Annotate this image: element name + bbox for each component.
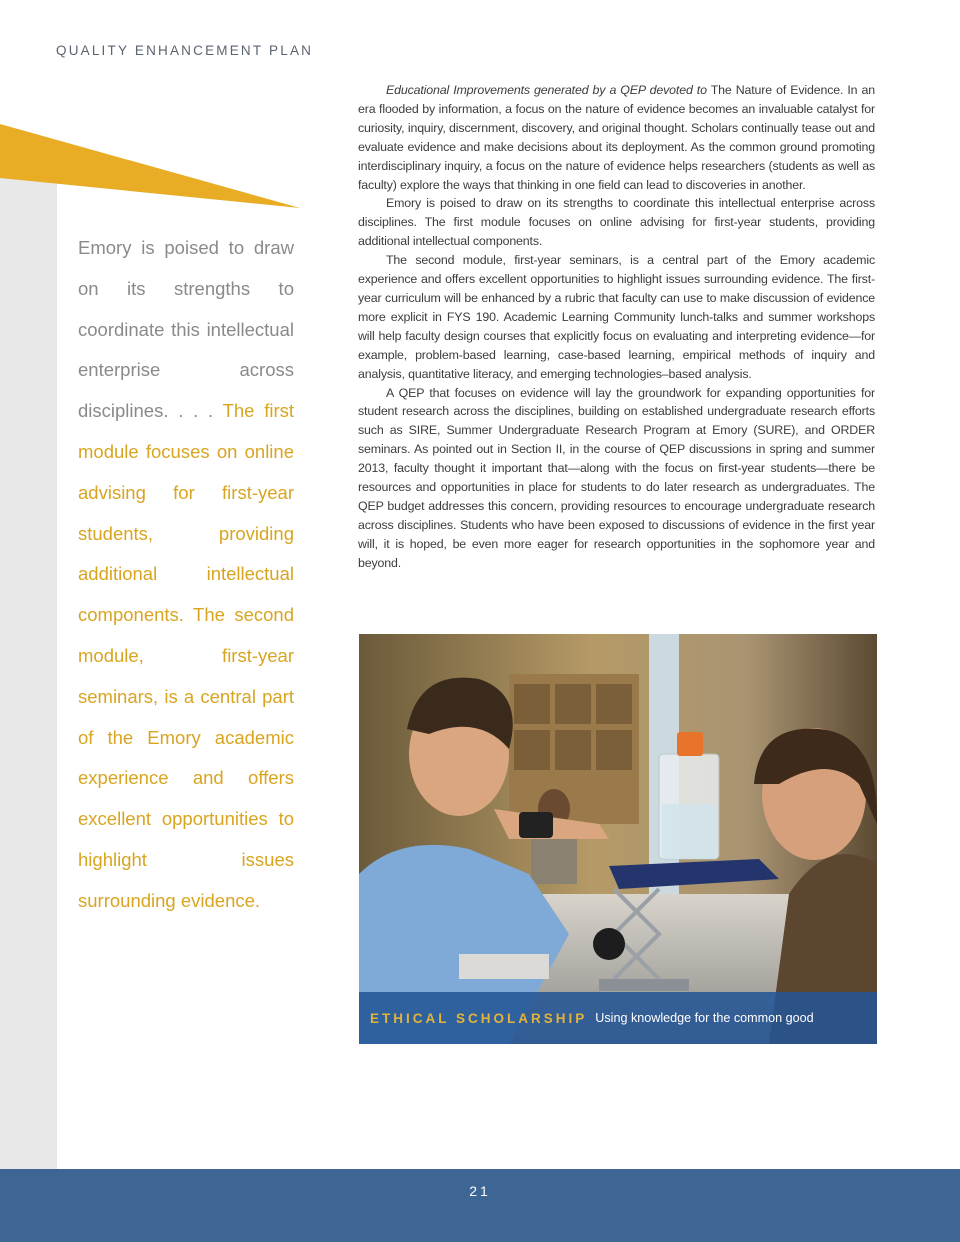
paragraph-1-italic: Educational Improvements generated by a QEP devoted to (386, 83, 707, 97)
lab-photo (359, 634, 877, 1044)
pull-quote-gold: The first module focuses on online advising for first-year students, providing additional intellectual components. The second module, first-year seminars, is a central part of the Emory academic experience and offers excellent opportunities to highlight issues surrounding evidence. (78, 400, 295, 911)
left-gray-panel (0, 175, 57, 1170)
caption-text: Using knowledge for the common good (595, 1011, 814, 1025)
page-number: 21 (469, 1183, 491, 1199)
footer-bar (0, 1169, 960, 1242)
gold-accent-wedge (0, 124, 300, 210)
running-header: QUALITY ENHANCEMENT PLAN (56, 43, 314, 58)
caption-title: ETHICAL SCHOLARSHIP (370, 1010, 588, 1026)
paragraph-1 (358, 81, 875, 194)
paragraph-2: Emory is poised to draw on its strengths to coordinate this intellectual enterprise across disciplines. The first module focuses on online advising for first-year students, providing additional intellectual components. (358, 196, 875, 249)
lab-photo-illustration (359, 634, 877, 1044)
paragraph-3: The second module, first-year seminars, is a central part of the Emory academic experience and offers excellent opportunities to highlight issues surrounding evidence. The first-year curriculum will be enhanced by a rubric that faculty can use to make discussion of evidence more explicit in FYS 190. Academic Learning Community lunch-talks and summer workshops will help faculty design courses that explicitly focus on evaluating and interpreting evidence—for example, problem-based learning, case-based learning, empirical methods of inquiry and analysis, quantitative literacy, and emerging technologies–based analysis. (358, 253, 875, 381)
photo-caption-bar (359, 992, 877, 1044)
body-text (358, 81, 875, 573)
pull-quote-gray: Emory is poised to draw on its strengths to coordinate this intellectual enterprise across disciplines. . . . (78, 237, 294, 422)
pull-quote (78, 228, 294, 922)
paragraph-1-text: The Nature of Evidence. In an era flooded by information, a focus on the nature of evidence becomes an invaluable catalyst for curiosity, inquiry, discernment, discovery, and original thought. Scholars continually tease out and evaluate evidence and make decisions about its deployment. As the common ground promoting interdisciplinary inquiry, a focus on the nature of evidence helps researchers (students as well as faculty) explore the ways that thinking in one field can lead to discoveries in another. (358, 83, 876, 192)
paragraph-4: A QEP that focuses on evidence will lay the groundwork for expanding opportunities for student research across the disciplines, building on established undergraduate research efforts such as SIRE, Summer Undergraduate Research Program at Emory (SURE), and ORDER seminars. As pointed out in Section II, in the course of QEP discussions in spring and summer 2013, faculty thought it important that—along with the focus on first-year students—there be resources and opportunities in place for students to do later research as undergraduates. The QEP budget addresses this concern, providing resources to encourage undergraduate research across disciplines. Students who have been exposed to discussions of evidence in the first year will, it is hoped, be even more eager for research opportunities in the sophomore year and beyond. (358, 385, 875, 570)
